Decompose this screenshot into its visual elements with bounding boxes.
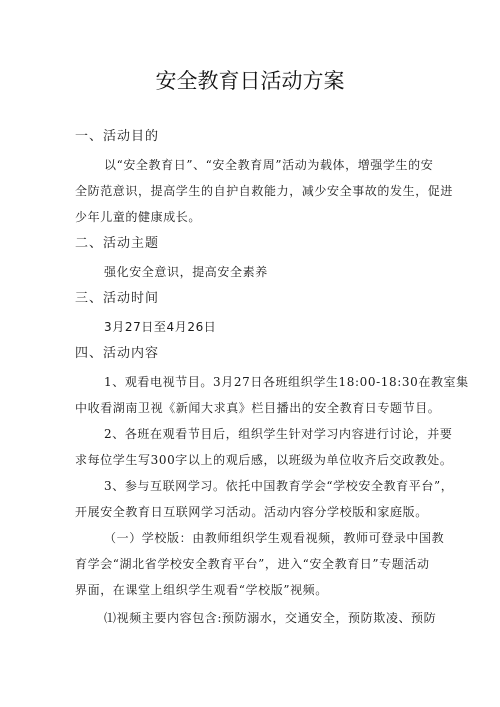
paragraph-line: 全防范意识，提高学生的自护自救能力，减少安全事故的发生，促进	[75, 184, 454, 198]
section-heading-theme: 二、活动主题	[75, 236, 160, 251]
section-heading-purpose: 一、活动目的	[75, 129, 160, 144]
paragraph-line: 强化安全意识，提高安全素养	[104, 265, 268, 279]
paragraph-line: （一）学校版：由教师组织学生观看视频，教师可登录中国教	[104, 531, 445, 545]
paragraph-line: 以“安全教育日”、“安全教育周”活动为载体，增强学生的安	[104, 158, 434, 172]
paragraph-line: 2、各班在观看节目后，组织学生针对学习内容进行讨论，并要	[104, 427, 453, 441]
paragraph-line: 1、观看电视节目。3月27日各班组织学生18:00-18:30在教室集	[104, 375, 469, 389]
document-title: 安全教育日活动方案	[155, 69, 345, 93]
paragraph-line: ⑴视频主要内容包含:预防溺水，交通安全，预防欺凌、预防	[104, 611, 437, 625]
paragraph-line: 中收看湖南卫视《新闻大求真》栏目播出的安全教育日专题节目。	[75, 401, 441, 415]
section-heading-content: 四、活动内容	[75, 346, 160, 361]
paragraph-line: 界面，在课堂上组织学生观看“学校版”视频。	[75, 583, 328, 597]
paragraph-line: 育学会“湖北省学校安全教育平台”，进入“安全教育日”专题活动	[75, 557, 430, 571]
paragraph-line: 3、参与互联网学习。依托中国教育学会“学校安全教育平台”，	[104, 479, 454, 493]
paragraph-line: 求每位学生写300字以上的观后感，以班级为单位收齐后交政教处。	[75, 453, 453, 467]
paragraph-line: 开展安全教育日互联网学习活动。活动内容分学校版和家庭版。	[75, 505, 428, 519]
paragraph-line: 少年儿童的健康成长。	[75, 210, 202, 224]
paragraph-line: 3月27日至4月26日	[104, 320, 217, 334]
section-heading-time: 三、活动时间	[75, 291, 160, 306]
